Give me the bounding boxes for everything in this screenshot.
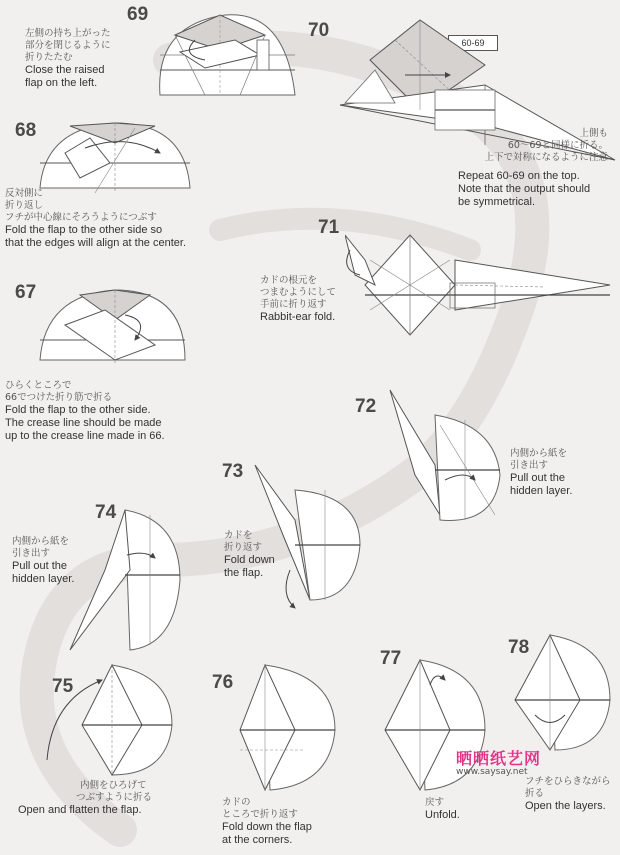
step-69-caption [25,28,111,90]
step-71-jp-line-2: つまむようにして [260,287,337,298]
step-74-en-line-1: Pull out the [12,560,68,572]
step-71-jp-line-3: 手前に折り返す [260,299,327,310]
step-67-caption [5,380,165,443]
step-67-en-line-2: The crease line should be made [5,417,162,429]
step-68-jp-line-3: フチが中心線にそろうようにつぶす [5,212,157,223]
step-69-jp-line-1: 左側の持ち上がった [25,28,111,39]
step-78-jp-line-1: フチをひらきながら [525,776,611,787]
step-70-reference-badge: 60-69 [448,35,498,51]
step-67-diagram [35,285,190,370]
step-67-en-line-1: Fold the flap to the other side. [5,404,151,416]
step-74-caption [12,536,74,586]
step-68-en-line-2: that the edges will align at the center. [5,237,187,249]
step-76-en-line-1: Fold down the flap [222,821,312,833]
step-75-en-line-1: Open and flatten the flap. [18,804,142,816]
step-76-jp-line-1: カドの [222,797,251,808]
step-70-jp-line-1: 上側も [579,128,608,139]
step-70-caption-en [458,170,590,209]
step-77-en-line-1: Unfold. [425,809,460,821]
step-78-diagram [510,630,615,755]
step-77-jp-line-1: 戻す [425,797,445,808]
step-71-jp-line-1: カドの根元を [260,275,318,286]
step-72-en-line-1: Pull out the [510,472,566,484]
step-78-en-line-1: Open the layers. [525,800,606,812]
step-70-jp-line-2: 60～69と同様に折る。 [507,140,608,151]
step-71-number: 71 [318,217,340,238]
step-78-jp-line-2: 折る [525,788,545,799]
step-74-en-line-2: hidden layer. [12,573,75,585]
step-67-number: 67 [15,282,37,303]
step-69-jp-line-2: 部分を閉じるように [25,40,111,51]
step-75-jp-line-1: 内側をひろげて [80,780,147,791]
step-67-en-line-3: up to the crease line made in 66. [5,430,165,442]
step-71-diagram [345,215,615,345]
step-70-caption-jp [484,128,608,164]
step-67-jp-line-2: 66でつけた折り筋で折る [5,392,113,403]
step-69-diagram [145,10,300,105]
step-71-caption [260,275,336,324]
step-78-caption [525,776,611,813]
step-74-jp-line-2: 引き出す [12,548,51,559]
step-73-jp-line-1: カドを [224,530,253,541]
step-68-en-line-1: Fold the flap to the other side so [5,224,163,236]
step-73-en-line-2: the flap. [224,567,264,579]
step-68-diagram [35,118,195,198]
step-78-number: 78 [508,637,530,658]
step-75-diagram [42,660,177,780]
step-72-jp-line-2: 引き出す [510,460,549,471]
step-77-caption [425,797,460,822]
step-73-en-line-1: Fold down [224,554,275,566]
watermark-site-name: 晒晒纸艺网 [456,749,542,768]
step-74-diagram [65,500,185,660]
step-70-en-line-1: Repeat 60-69 on the top. [458,170,580,182]
step-68-jp-line-1: 反対側に [5,188,44,199]
step-75-caption [18,780,152,817]
step-68-jp-line-2: 折り返し [5,200,44,211]
step-68-caption [5,188,186,250]
step-74-jp-line-1: 内側から紙を [12,536,70,547]
step-74-number: 74 [95,502,117,523]
step-73-caption [224,530,275,580]
step-72-number: 72 [355,396,377,417]
step-70-en-line-2: Note that the output should [458,183,591,195]
step-69-en-line-2: flap on the left. [25,77,98,89]
site-watermark [456,746,541,777]
step-76-en-line-2: at the corners. [222,834,293,846]
step-72-diagram [385,385,505,530]
step-69-number: 69 [127,4,149,25]
step-73-number: 73 [222,461,244,482]
step-72-jp-line-1: 内側から紙を [510,448,568,459]
step-71-en-line-1: Rabbit-ear fold. [260,311,336,323]
step-72-en-line-2: hidden layer. [510,485,573,497]
step-73-jp-line-2: 折り返す [224,542,263,553]
step-70-en-line-3: be symmetrical. [458,196,536,208]
step-67-jp-line-1: ひらくところで [5,380,72,391]
step-76-jp-line-2: ところで折り返す [222,809,298,820]
step-72-caption [510,448,572,498]
step-76-diagram [225,660,340,795]
step-76-number: 76 [212,672,234,693]
step-69-jp-line-3: 折りたたむ [25,52,73,63]
step-75-jp-line-2: つぶすように折る [76,792,153,803]
step-70-number: 70 [308,20,330,41]
step-70-jp-line-3: 上下で対称になるように注意 [484,152,608,163]
step-77-number: 77 [380,648,402,669]
step-68-number: 68 [15,120,37,141]
watermark-url: www.saysay.net [456,767,528,777]
step-76-caption [222,797,312,847]
step-75-number: 75 [52,676,74,697]
step-69-en-line-1: Close the raised [25,64,105,76]
